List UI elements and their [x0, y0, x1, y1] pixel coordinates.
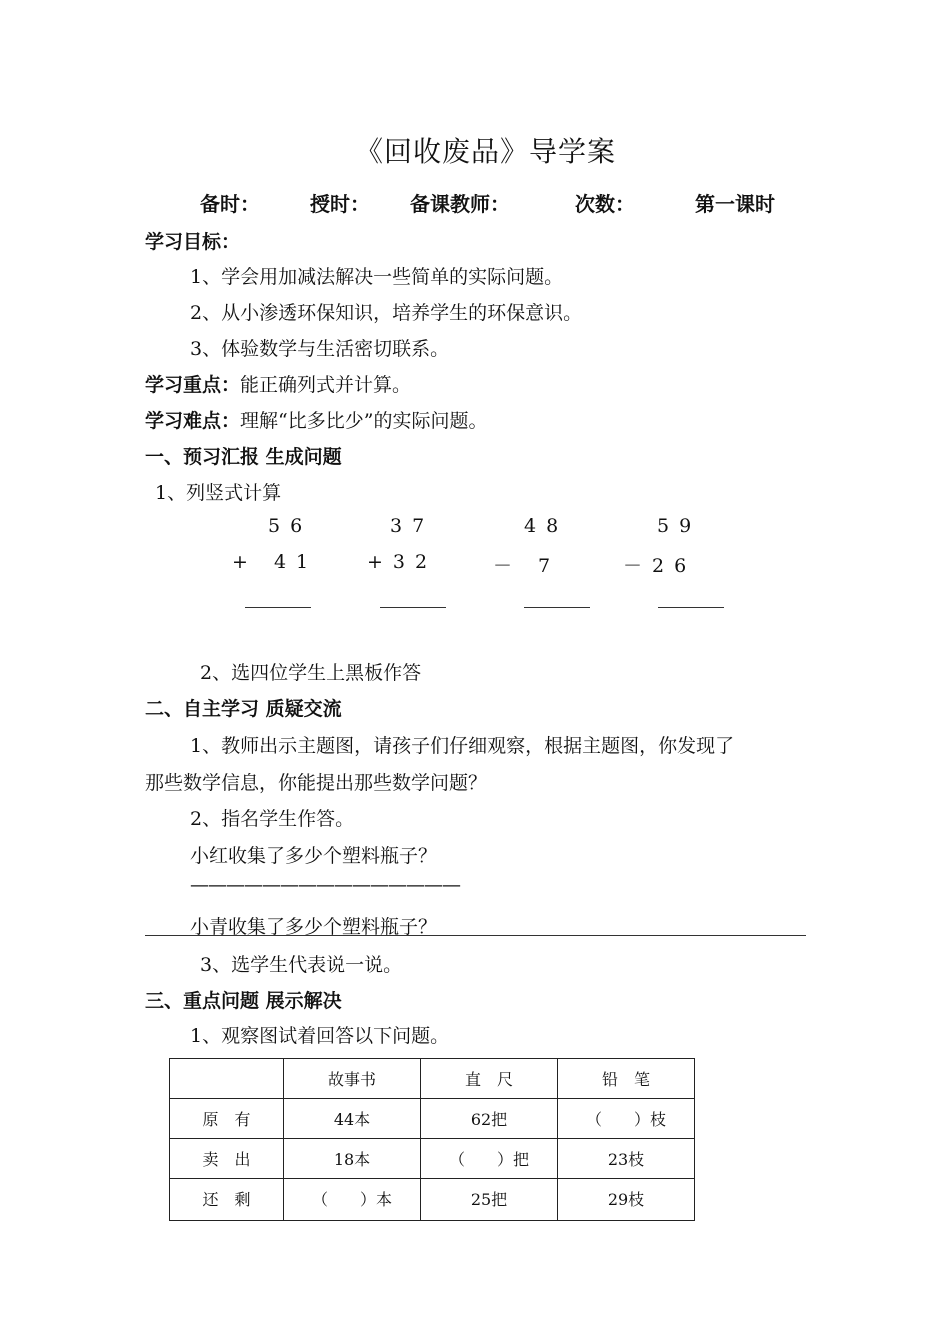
table-cell: 23枝: [558, 1139, 695, 1179]
goal-item-1: 1、学会用加减法解决一些简单的实际问题。: [190, 266, 564, 288]
table-header-row: [170, 1059, 695, 1099]
problem-1-bottom: + 41: [232, 551, 319, 573]
table-cell: 18本: [284, 1139, 421, 1179]
goal-item-2: 2、从小渗透环保知识，培养学生的环保意识。: [190, 302, 583, 324]
problem-3-answer-line: [524, 607, 590, 608]
answer-rule-line: [145, 935, 806, 936]
prep-time-label: 备时：: [200, 192, 260, 216]
difficulty-text: 理解“比多比少”的实际问题。: [240, 410, 488, 432]
key-point-label: 学习重点：: [145, 374, 241, 396]
key-point-text: 能正确列式并计算。: [240, 374, 412, 396]
section3-item1: 1、观察图试着回答以下问题。: [190, 1025, 450, 1047]
table-cell: 25把: [421, 1179, 558, 1221]
table-header-cell: 铅 笔: [558, 1059, 695, 1099]
key-point-line: [145, 370, 411, 397]
section2-p1-line1: 1、教师出示主题图，请孩子们仔细观察，根据主题图，你发现了: [190, 735, 735, 757]
stationery-table: [169, 1058, 695, 1221]
teacher-label: 备课教师：: [410, 192, 510, 216]
table-cell: 62把: [421, 1099, 558, 1139]
section2-p2: 2、指名学生作答。: [190, 808, 355, 830]
difficulty-line: [145, 406, 487, 433]
table-header-cell: [170, 1059, 284, 1099]
section1-item1: 1、列竖式计算: [155, 482, 282, 504]
section1-heading: 一、预习汇报 生成问题: [145, 446, 342, 468]
goal-item-3: 3、体验数学与生活密切联系。: [190, 338, 450, 360]
table-header-cell: 直 尺: [421, 1059, 558, 1099]
teach-time-label: 授时：: [310, 192, 370, 216]
problem-1-answer-line: [245, 607, 311, 608]
table-header-cell: 故事书: [284, 1059, 421, 1099]
problem-2-bottom: +32: [367, 551, 438, 573]
table-cell: （ ）本: [284, 1179, 421, 1221]
page-title: 《回收废品》导学案: [355, 135, 617, 168]
problem-4-top: 59: [657, 515, 702, 537]
count-label: 次数：: [575, 192, 635, 216]
table-row: [170, 1099, 695, 1139]
problem-4-bottom: －26: [623, 555, 697, 577]
goals-heading: 学习目标：: [145, 231, 241, 253]
table-cell: （ ）枝: [558, 1099, 695, 1139]
table-cell: 原 有: [170, 1099, 284, 1139]
problem-1-top: 56: [268, 515, 313, 537]
table-row: [170, 1139, 695, 1179]
answer-dash-line: ———————————————: [190, 874, 460, 896]
problem-4-answer-line: [658, 607, 724, 608]
table-cell: 29枝: [558, 1179, 695, 1221]
problem-2-top: 37: [390, 515, 435, 537]
table-cell: （ ）把: [421, 1139, 558, 1179]
table-cell: 卖 出: [170, 1139, 284, 1179]
problem-3-bottom: － 7: [493, 555, 561, 577]
question-xiaohong: 小红收集了多少个塑料瓶子？: [190, 845, 438, 867]
lesson-label: 第一课时: [695, 192, 775, 216]
difficulty-label: 学习难点：: [145, 410, 241, 432]
table-row: [170, 1179, 695, 1221]
section2-p1-line2: 那些数学信息，你能提出那些数学问题？: [145, 772, 488, 794]
question-xiaoqing: 小青收集了多少个塑料瓶子？: [190, 916, 438, 938]
section3-heading: 三、重点问题 展示解决: [145, 990, 342, 1012]
section1-item2: 2、选四位学生上黑板作答: [200, 662, 422, 684]
table-cell: 还 剩: [170, 1179, 284, 1221]
problem-3-top: 48: [524, 515, 569, 537]
section2-heading: 二、自主学习 质疑交流: [145, 698, 342, 720]
problem-2-answer-line: [380, 607, 446, 608]
table-cell: 44本: [284, 1099, 421, 1139]
section2-p3: 3、选学生代表说一说。: [200, 954, 403, 976]
